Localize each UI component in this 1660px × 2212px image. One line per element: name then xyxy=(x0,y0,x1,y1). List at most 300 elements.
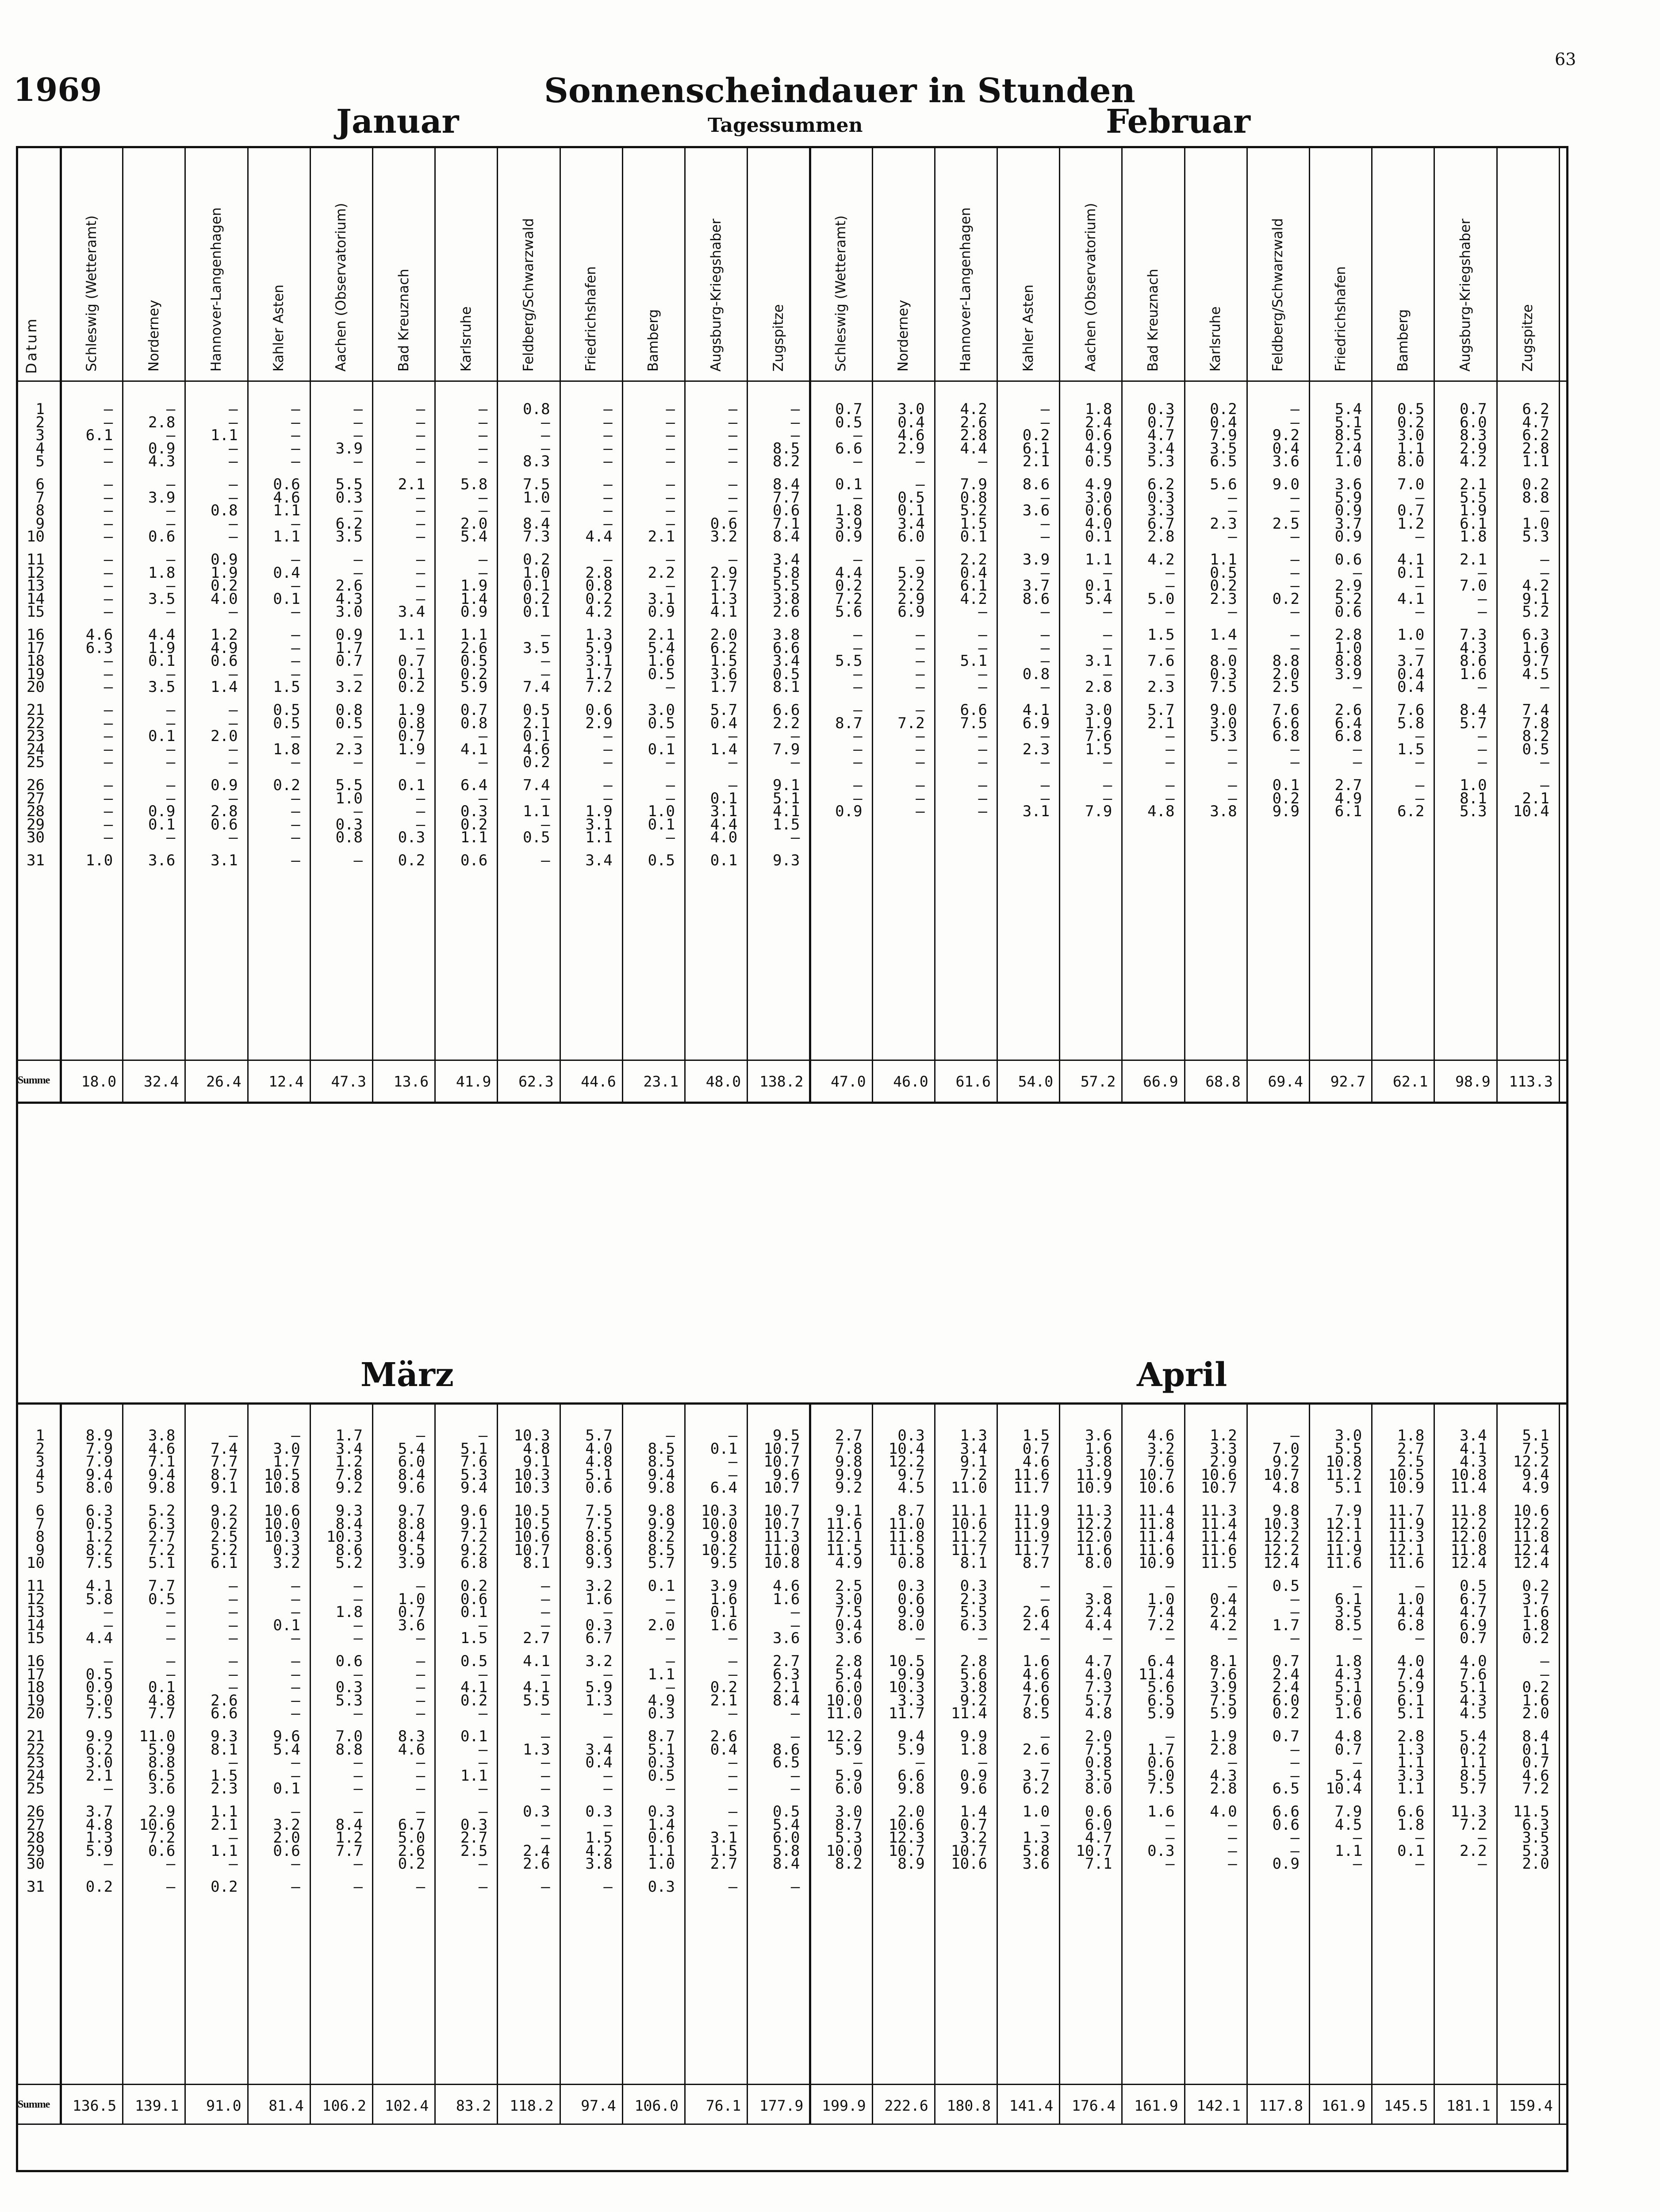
table-cell: – xyxy=(853,701,863,719)
day-number: 4 xyxy=(35,439,45,457)
table-cell: 0.1 xyxy=(1272,776,1300,794)
table-cell: – xyxy=(853,776,863,794)
table-cell: – xyxy=(229,476,238,493)
table-cell: 7.5 xyxy=(960,714,987,732)
table-cell: 3.6 xyxy=(1272,453,1300,471)
table-cell: 3.7 xyxy=(1334,515,1362,533)
table-cell: 0.3 xyxy=(523,1803,550,1820)
table-cell: 0.2 xyxy=(523,551,550,568)
station-header: Karlsruhe xyxy=(1208,306,1224,372)
table-cell: 2.1 xyxy=(1022,453,1050,471)
table-cell: 0.1 xyxy=(1085,528,1112,546)
table-cell: – xyxy=(790,1728,800,1745)
table-cell: 0.1 xyxy=(648,815,675,833)
table-cell: – xyxy=(1478,753,1487,772)
table-cell: – xyxy=(603,551,613,568)
table-cell: 0.2 xyxy=(1210,400,1237,418)
table-cell: – xyxy=(603,1728,613,1745)
table-cell: 4.6 xyxy=(273,488,300,507)
table-cell: – xyxy=(104,1652,113,1670)
table-cell: – xyxy=(416,413,426,431)
table-cell: – xyxy=(166,714,176,732)
table-cell: – xyxy=(790,1603,800,1621)
table-cell: 10.6 xyxy=(951,1855,987,1873)
table-cell: 1.6 xyxy=(1522,639,1549,657)
column-line xyxy=(809,146,811,1102)
table-cell: – xyxy=(541,1590,550,1608)
table-cell: 0.3 xyxy=(960,1577,987,1595)
table-cell: 0.1 xyxy=(273,1616,300,1634)
table-cell: 4.0 xyxy=(710,829,738,847)
table-cell: 0.5 xyxy=(772,1803,800,1820)
table-cell: 10.5 xyxy=(264,1466,300,1484)
table-cell: – xyxy=(790,1780,800,1798)
table-cell: 2.8 xyxy=(585,564,613,582)
table-cell: – xyxy=(104,1855,113,1873)
table-cell: 1.1 xyxy=(1397,1780,1425,1798)
sum-cell: 47.0 xyxy=(831,1073,866,1090)
table-cell: 4.0 xyxy=(585,1440,613,1458)
table-cell: – xyxy=(666,551,675,568)
table-cell: 0.1 xyxy=(1085,577,1112,595)
table-cell: 0.2 xyxy=(1460,1740,1487,1759)
sum-cell: 68.8 xyxy=(1205,1073,1241,1090)
table-cell: 3.6 xyxy=(1334,476,1362,493)
table-cell: 5.9 xyxy=(85,1842,113,1860)
table-cell: 3.6 xyxy=(1022,502,1050,520)
table-cell: 2.0 xyxy=(710,626,738,644)
table-cell: – xyxy=(166,740,176,758)
table-cell: – xyxy=(1415,488,1425,507)
table-cell: 0.9 xyxy=(960,1767,987,1785)
table-cell: 2.9 xyxy=(1460,439,1487,457)
table-cell: – xyxy=(166,1665,176,1683)
month-title-februar: Februar xyxy=(1106,103,1251,141)
table-cell: 10.5 xyxy=(1388,1466,1425,1484)
table-cell: – xyxy=(916,727,925,745)
table-cell: – xyxy=(916,789,925,807)
table-cell: 5.7 xyxy=(648,1554,675,1572)
table-cell: – xyxy=(104,829,113,847)
table-cell: 4.2 xyxy=(1147,551,1175,568)
table-cell: 5.9 xyxy=(1147,1705,1175,1723)
table-cell: – xyxy=(603,1705,613,1723)
table-cell: 2.6 xyxy=(523,1855,550,1873)
table-cell: – xyxy=(728,1878,738,1896)
table-cell: 1.8 xyxy=(1397,1816,1425,1834)
table-cell: 8.9 xyxy=(897,1855,925,1873)
table-cell: 0.7 xyxy=(960,1816,987,1834)
table-cell: 0.5 xyxy=(648,1767,675,1785)
table-cell: – xyxy=(104,413,113,431)
table-cell: 3.5 xyxy=(335,528,363,546)
table-cell: 3.6 xyxy=(1085,1427,1112,1444)
day-number: 8 xyxy=(35,1528,45,1546)
day-number: 28 xyxy=(27,803,45,821)
table-cell: – xyxy=(166,1603,176,1621)
table-cell: 7.6 xyxy=(1397,701,1425,719)
table-cell: 0.3 xyxy=(648,1705,675,1723)
table-cell: 8.2 xyxy=(772,453,800,471)
table-cell: – xyxy=(478,439,488,457)
table-cell: 3.9 xyxy=(1334,665,1362,683)
sum-cell: 199.9 xyxy=(822,2097,866,2114)
table-cell: 7.7 xyxy=(772,488,800,507)
table-cell: 4.0 xyxy=(1397,1652,1425,1670)
table-cell: 1.8 xyxy=(835,502,863,520)
table-cell: 0.1 xyxy=(897,502,925,520)
table-cell: 7.8 xyxy=(1522,714,1549,732)
table-cell: 5.8 xyxy=(85,1590,113,1608)
table-cell: – xyxy=(291,1427,300,1444)
table-cell: – xyxy=(291,727,300,745)
table-cell: 0.1 xyxy=(710,1603,738,1621)
table-cell: – xyxy=(416,453,426,471)
table-cell: – xyxy=(229,1427,238,1444)
table-cell: 4.9 xyxy=(1334,789,1362,807)
sum-cell: 47.3 xyxy=(331,1073,366,1090)
table-cell: – xyxy=(104,652,113,670)
table-cell: 6.1 xyxy=(85,426,113,445)
table-cell: – xyxy=(790,400,800,418)
table-cell: 0.6 xyxy=(460,1590,488,1608)
sum-cell: 161.9 xyxy=(1321,2097,1366,2114)
table-cell: 9.4 xyxy=(648,1466,675,1484)
table-cell: 11.4 xyxy=(951,1705,987,1723)
table-cell: 5.8 xyxy=(1022,1842,1050,1860)
table-cell: 2.2 xyxy=(1460,1842,1487,1860)
table-cell: 2.5 xyxy=(1272,678,1300,696)
table-cell: 3.2 xyxy=(273,1554,300,1572)
sum-cell: 12.4 xyxy=(268,1073,304,1090)
table-cell: 4.8 xyxy=(1334,1728,1362,1745)
table-cell: 0.7 xyxy=(1272,1728,1300,1745)
table-cell: 0.6 xyxy=(1085,426,1112,445)
table-cell: 8.1 xyxy=(523,1554,550,1572)
table-cell: 11.6 xyxy=(1388,1554,1425,1572)
table-cell: – xyxy=(1290,1603,1300,1621)
table-cell: 9.0 xyxy=(1210,701,1237,719)
station-header: Friedrichshafen xyxy=(583,266,599,372)
table-cell: – xyxy=(353,551,363,568)
table-cell: 0.3 xyxy=(585,1616,613,1634)
sum-cell: 91.0 xyxy=(206,2097,242,2114)
table-cell: 0.8 xyxy=(460,714,488,732)
table-cell: 11.4 xyxy=(1200,1515,1237,1533)
table-cell: – xyxy=(291,803,300,821)
table-cell: – xyxy=(603,1816,613,1834)
table-cell: 7.5 xyxy=(1147,1780,1175,1798)
table-cell: 2.5 xyxy=(460,1842,488,1860)
table-cell: – xyxy=(1040,515,1050,533)
table-cell: – xyxy=(728,1803,738,1820)
table-cell: 0.5 xyxy=(85,1515,113,1533)
table-cell: – xyxy=(1103,665,1112,683)
table-cell: 1.6 xyxy=(710,1590,738,1608)
table-cell: – xyxy=(416,439,426,457)
table-cell: 5.1 xyxy=(1397,1705,1425,1723)
table-cell: 5.1 xyxy=(648,1740,675,1759)
table-cell: – xyxy=(166,665,176,683)
table-cell: 5.3 xyxy=(1522,528,1549,546)
table-cell: 2.9 xyxy=(1210,1453,1237,1471)
table-cell: 0.7 xyxy=(398,652,426,670)
table-cell: – xyxy=(104,740,113,758)
table-cell: 0.2 xyxy=(211,577,238,595)
table-cell: 7.9 xyxy=(1334,1803,1362,1820)
table-cell: – xyxy=(229,439,238,457)
table-cell: – xyxy=(291,1665,300,1683)
table-cell: 3.9 xyxy=(335,439,363,457)
table-cell: 9.7 xyxy=(398,1502,426,1520)
table-cell: 0.6 xyxy=(335,1652,363,1670)
table-cell: – xyxy=(916,740,925,758)
table-cell: 4.4 xyxy=(585,528,613,546)
table-cell: – xyxy=(978,1754,987,1772)
table-cell: – xyxy=(229,714,238,732)
table-cell: – xyxy=(1415,1577,1425,1595)
table-cell: 8.5 xyxy=(648,1453,675,1471)
table-cell: – xyxy=(416,789,426,807)
table-cell: 10.7 xyxy=(763,1502,800,1520)
table-cell: – xyxy=(166,426,176,445)
table-cell: 6.0 xyxy=(1272,1691,1300,1709)
table-cell: – xyxy=(291,1603,300,1621)
table-cell: 5.9 xyxy=(585,639,613,657)
table-cell: – xyxy=(1040,776,1050,794)
day-number: 19 xyxy=(27,1691,45,1709)
year: 1969 xyxy=(13,71,102,108)
table-cell: 9.6 xyxy=(273,1728,300,1745)
table-cell: 5.3 xyxy=(1460,803,1487,821)
table-cell: – xyxy=(603,753,613,772)
table-cell: 11.8 xyxy=(1450,1541,1487,1559)
table-cell: 8.0 xyxy=(1397,453,1425,471)
page-subtitle: Tagessummen xyxy=(708,114,863,137)
table-cell: – xyxy=(291,1705,300,1723)
table-cell: 6.1 xyxy=(960,577,987,595)
table-cell: 1.0 xyxy=(523,564,550,582)
table-cell: – xyxy=(478,1616,488,1634)
column-line xyxy=(1059,146,1060,1102)
table-cell: 9.5 xyxy=(710,1554,738,1572)
table-cell: 3.8 xyxy=(772,626,800,644)
table-cell: – xyxy=(666,1603,675,1621)
table-cell: 5.8 xyxy=(1397,714,1425,732)
table-cell: 1.1 xyxy=(398,626,426,644)
table-cell: 6.9 xyxy=(1022,714,1050,732)
table-cell: – xyxy=(1290,740,1300,758)
table-cell: 0.7 xyxy=(1147,413,1175,431)
day-number: 31 xyxy=(27,852,45,869)
table-cell: 2.7 xyxy=(148,1528,176,1546)
table-cell: – xyxy=(416,590,426,608)
table-cell: 0.5 xyxy=(85,1665,113,1683)
table-cell: 6.5 xyxy=(1210,453,1237,471)
table-cell: – xyxy=(1290,753,1300,772)
table-cell: – xyxy=(916,678,925,696)
table-cell: 1.1 xyxy=(1334,1842,1362,1860)
table-cell: 2.8 xyxy=(1210,1740,1237,1759)
table-cell: 10.7 xyxy=(1138,1466,1175,1484)
table-cell: – xyxy=(978,740,987,758)
table-cell: 10.7 xyxy=(763,1515,800,1533)
table-cell: 11.3 xyxy=(763,1528,800,1546)
table-cell: 0.9 xyxy=(85,1678,113,1697)
table-cell: 4.4 xyxy=(835,564,863,582)
table-cell: 5.1 xyxy=(1460,1678,1487,1697)
table-cell: – xyxy=(353,727,363,745)
table-cell: – xyxy=(728,400,738,418)
table-cell: – xyxy=(166,1616,176,1634)
table-cell: 5.5 xyxy=(523,1691,550,1709)
day-number: 10 xyxy=(27,528,45,546)
table-cell: – xyxy=(229,1754,238,1772)
table-cell: 0.5 xyxy=(897,488,925,507)
table-cell: – xyxy=(353,413,363,431)
table-cell: – xyxy=(1540,551,1549,568)
table-cell: – xyxy=(1290,577,1300,595)
station-header: Feldberg/Schwarzwald xyxy=(1270,218,1286,372)
table-cell: – xyxy=(104,678,113,696)
table-cell: 3.0 xyxy=(1085,488,1112,507)
table-cell: – xyxy=(1228,528,1237,546)
table-cell: 1.1 xyxy=(523,803,550,821)
table-cell: – xyxy=(1290,1590,1300,1608)
table-cell: – xyxy=(728,1427,738,1444)
station-header: Bad Kreuznach xyxy=(395,269,412,372)
table-cell: 10.3 xyxy=(514,1466,550,1484)
table-cell: 0.6 xyxy=(211,652,238,670)
table-cell: 1.5 xyxy=(460,1629,488,1647)
table-cell: 11.7 xyxy=(888,1705,925,1723)
table-cell: 7.4 xyxy=(1522,701,1549,719)
table-cell: 7.9 xyxy=(1334,1502,1362,1520)
table-cell: – xyxy=(229,701,238,719)
table-cell: 8.0 xyxy=(1085,1554,1112,1572)
table-cell: 0.7 xyxy=(1022,1440,1050,1458)
column-line xyxy=(1559,146,1560,1102)
table-cell: 5.2 xyxy=(1522,603,1549,621)
table-cell: 9.6 xyxy=(398,1479,426,1497)
table-cell: 5.4 xyxy=(1334,1767,1362,1785)
table-cell: – xyxy=(478,789,488,807)
table-cell: – xyxy=(478,453,488,471)
table-cell: – xyxy=(728,439,738,457)
table-cell: – xyxy=(666,488,675,507)
table-cell: 9.9 xyxy=(648,1515,675,1533)
table-cell: 12.2 xyxy=(1263,1541,1300,1559)
table-cell: 1.8 xyxy=(1522,1616,1549,1634)
table-cell: 0.6 xyxy=(772,502,800,520)
table-cell: – xyxy=(416,515,426,533)
table-cell: – xyxy=(1478,678,1487,696)
table-cell: 6.6 xyxy=(1397,1803,1425,1820)
table-cell: 11.4 xyxy=(1450,1479,1487,1497)
table-cell: 3.9 xyxy=(710,1577,738,1595)
table-cell: – xyxy=(666,753,675,772)
table-cell: 7.5 xyxy=(835,1603,863,1621)
table-cell: – xyxy=(1290,551,1300,568)
table-cell: 11.6 xyxy=(826,1515,863,1533)
table-cell: – xyxy=(1040,626,1050,644)
table-cell: 2.8 xyxy=(960,1652,987,1670)
table-cell: 0.2 xyxy=(398,678,426,696)
station-header: Kahler Asten xyxy=(1020,284,1036,372)
table-cell: – xyxy=(541,1878,550,1896)
table-cell: 7.5 xyxy=(585,1502,613,1520)
table-cell: – xyxy=(541,1616,550,1634)
table-cell: 2.3 xyxy=(1210,590,1237,608)
table-cell: – xyxy=(416,1705,426,1723)
table-cell: 0.2 xyxy=(398,1855,426,1873)
table-cell: 0.1 xyxy=(523,727,550,745)
table-cell: – xyxy=(978,803,987,821)
table-cell: 0.3 xyxy=(1147,1842,1175,1860)
table-cell: 3.3 xyxy=(1210,1440,1237,1458)
table-cell: – xyxy=(916,476,925,493)
table-cell: 10.9 xyxy=(1388,1479,1425,1497)
day-number: 9 xyxy=(35,1541,45,1559)
table-cell: 9.4 xyxy=(1522,1466,1549,1484)
table-cell: 5.2 xyxy=(335,1554,363,1572)
column-line xyxy=(372,146,373,1102)
table-cell: – xyxy=(104,789,113,807)
table-cell: – xyxy=(666,439,675,457)
table-cell: 0.1 xyxy=(460,1728,488,1745)
table-cell: 11.7 xyxy=(1013,1541,1050,1559)
table-cell: 3.0 xyxy=(273,1440,300,1458)
table-cell: 4.2 xyxy=(585,603,613,621)
table-cell: 6.4 xyxy=(1334,714,1362,732)
station-header: Zugspitze xyxy=(770,304,786,372)
table-cell: – xyxy=(1290,639,1300,657)
table-cell: 8.0 xyxy=(897,1616,925,1634)
table-cell: – xyxy=(353,1616,363,1634)
table-cell: – xyxy=(229,400,238,418)
table-cell: 4.4 xyxy=(1085,1616,1112,1634)
table-cell: 1.0 xyxy=(648,803,675,821)
table-cell: 4.1 xyxy=(523,1678,550,1697)
table-cell: 11.9 xyxy=(1013,1515,1050,1533)
table-cell: 9.7 xyxy=(1522,652,1549,670)
table-cell: – xyxy=(1415,776,1425,794)
table-cell: 2.2 xyxy=(960,551,987,568)
station-header: Aachen (Observatorium) xyxy=(333,203,349,372)
table-cell: 4.8 xyxy=(523,1440,550,1458)
table-cell: 4.7 xyxy=(1147,426,1175,445)
table-cell: 1.1 xyxy=(460,829,488,847)
table-cell: 4.6 xyxy=(398,1740,426,1759)
table-cell: 4.2 xyxy=(1460,453,1487,471)
station-header: Aachen (Observatorium) xyxy=(1082,203,1099,372)
table-cell: 7.1 xyxy=(1085,1855,1112,1873)
table-cell: – xyxy=(1165,1816,1175,1834)
table-cell: 6.3 xyxy=(772,1665,800,1683)
table-cell: – xyxy=(353,1878,363,1896)
table-cell: 3.0 xyxy=(835,1803,863,1820)
table-cell: – xyxy=(291,1577,300,1595)
table-cell: 0.2 xyxy=(1522,1629,1549,1647)
station-header: Friedrichshafen xyxy=(1332,266,1349,372)
table-cell: 0.5 xyxy=(1085,453,1112,471)
column-line xyxy=(247,146,249,1102)
table-cell: – xyxy=(728,1767,738,1785)
table-cell: – xyxy=(1290,488,1300,507)
table-cell: 1.9 xyxy=(398,740,426,758)
sum-cell: 92.7 xyxy=(1330,1073,1366,1090)
table-cell: 7.4 xyxy=(211,1440,238,1458)
